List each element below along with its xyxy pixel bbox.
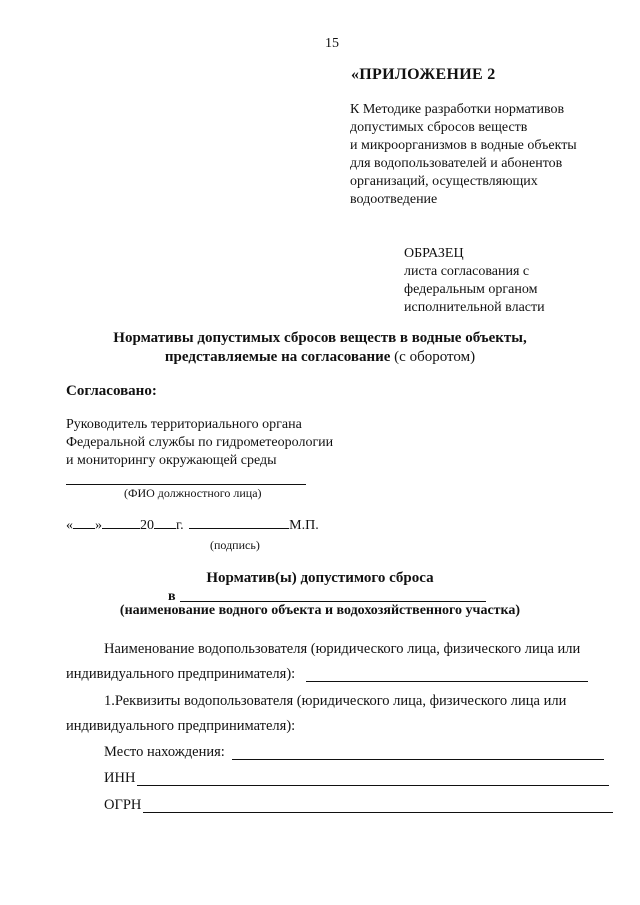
user-name-field-line[interactable] xyxy=(306,681,588,682)
inn-field-line[interactable] xyxy=(137,785,609,786)
methodology-line: К Методике разработки нормативов xyxy=(350,102,565,117)
year-prefix: 20 xyxy=(140,518,154,533)
appendix-title: «ПРИЛОЖЕНИЕ 2 xyxy=(351,66,496,83)
inn-label: ИНН xyxy=(104,770,136,786)
ogrn-label: ОГРН xyxy=(104,797,142,813)
ogrn-field-line[interactable] xyxy=(143,812,613,813)
methodology-line: для водопользователей и абонентов xyxy=(350,156,563,171)
quote-open: « xyxy=(66,518,73,533)
user-name-line1: Наименование водопользователя (юридического лица, физического лица или xyxy=(104,641,581,657)
page-number: 15 xyxy=(325,36,339,51)
water-object-field-line[interactable] xyxy=(180,601,486,602)
seal-label: М.П. xyxy=(289,518,319,533)
sample-note xyxy=(404,245,545,317)
approver-position xyxy=(66,416,333,470)
title-normal-part: (с оборотом) xyxy=(390,349,476,365)
requisites-line2: индивидуального предпринимателя): xyxy=(66,718,296,734)
agreed-label: Согласовано: xyxy=(66,383,157,399)
sample-line: федеральным органом xyxy=(404,282,538,297)
document-title-line xyxy=(0,348,640,367)
sample-line: листа согласования с xyxy=(404,264,530,279)
signature-caption: (подпись) xyxy=(210,538,260,552)
sample-line: исполнительной власти xyxy=(404,300,545,315)
methodology-line: и микроорганизмов в водные объекты xyxy=(350,138,577,153)
methodology-line: организаций, осуществляющих xyxy=(350,174,538,189)
approver-line: Федеральной службы по гидрометеорологии xyxy=(66,435,334,450)
methodology-line: допустимых сбросов веществ xyxy=(350,120,528,135)
user-name-line2: индивидуального предпринимателя): xyxy=(66,666,296,682)
document-title-line: Нормативы допустимых сбросов веществ в водные объекты, xyxy=(113,330,527,346)
location-field-line[interactable] xyxy=(232,759,604,760)
fio-field-line[interactable] xyxy=(66,484,306,485)
in-word: в xyxy=(168,589,176,604)
quote-close: » xyxy=(95,518,102,533)
sample-line: ОБРАЗЕЦ xyxy=(404,246,464,261)
month-field[interactable] xyxy=(102,516,140,529)
document-title xyxy=(0,329,640,367)
water-object-caption: (наименование водного объекта и водохозяйственного участка) xyxy=(119,603,521,618)
methodology-reference xyxy=(350,101,577,209)
approver-line: и мониторингу окружающей среды xyxy=(66,453,277,468)
title-bold-part: представляемые на согласование xyxy=(164,349,391,365)
day-field[interactable] xyxy=(73,516,95,529)
signature-field[interactable] xyxy=(189,516,289,529)
year-suffix: г. xyxy=(176,518,184,533)
methodology-line: водоотведение xyxy=(350,192,438,207)
approver-line: Руководитель территориального органа xyxy=(66,417,302,432)
requisites-line1: 1.Реквизиты водопользователя (юридического лица, физического лица или xyxy=(104,693,567,709)
norm-title: Норматив(ы) допустимого сброса xyxy=(206,570,434,586)
fio-caption: (ФИО должностного лица) xyxy=(124,486,262,500)
year-field[interactable] xyxy=(154,516,176,529)
location-label: Место нахождения: xyxy=(104,744,225,760)
date-row xyxy=(66,516,319,534)
